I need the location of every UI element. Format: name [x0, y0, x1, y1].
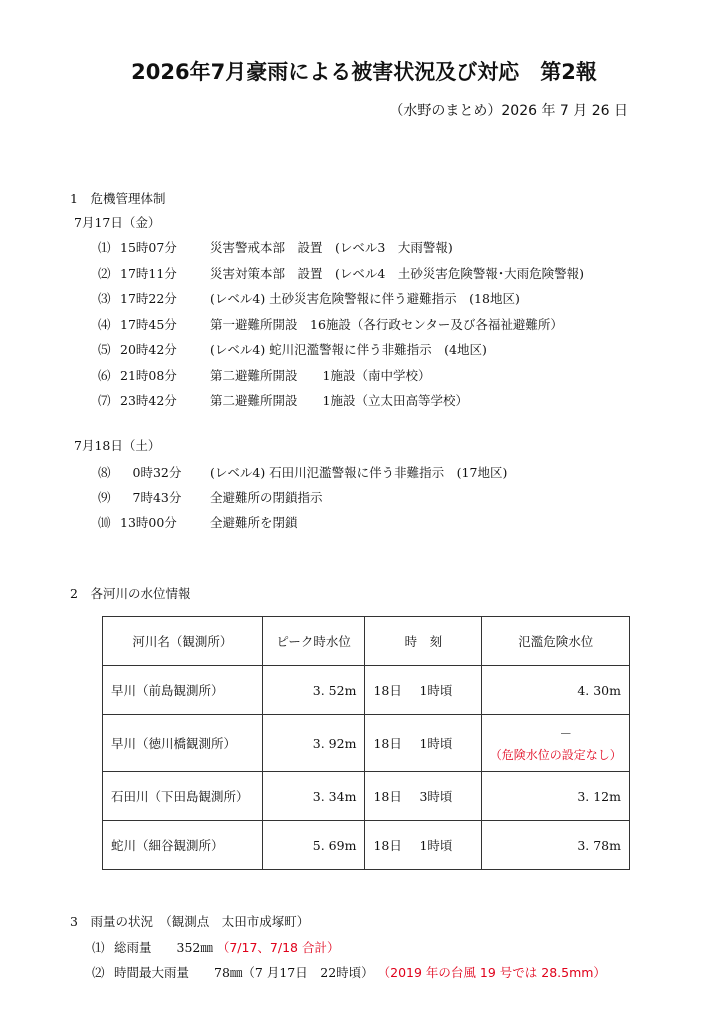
list-item: ⑴ 15時07分 災害警戒本部 設置 (レベル3 大雨警報) — [98, 240, 453, 255]
peak-time: 18日 1時頃 — [365, 715, 482, 772]
column-header: 氾濫危険水位 — [482, 617, 630, 666]
list-item: ⑵ 17時11分 災害対策本部 設置 (レベル4 土砂災害危険警報･大雨危険警報) — [98, 266, 584, 281]
danger-level — [482, 715, 630, 772]
list-item: ⑴ 総雨量 352㎜ （7/17、7/18 合計） — [92, 940, 340, 955]
day2-date: 7月18日（土） — [74, 438, 161, 453]
peak-time: 18日 1時頃 — [365, 666, 482, 715]
list-item: ⑹ 21時08分 第二避難所開設 1施設（南中学校） — [98, 368, 431, 383]
document-subtitle: （水野のまとめ）2026 年 7 月 26 日 — [389, 103, 628, 119]
water-level-table — [102, 616, 630, 870]
table-row — [103, 772, 630, 821]
column-header: ピーク時水位 — [262, 617, 365, 666]
day1-date: 7月17日（金） — [74, 215, 161, 230]
column-header: 時 刻 — [365, 617, 482, 666]
danger-level: 4. 30m — [482, 666, 630, 715]
river-name: 石田川（下田島観測所） — [103, 772, 263, 821]
danger-level-value: － — [559, 725, 572, 741]
table-row — [103, 666, 630, 715]
peak-level: 3. 34m — [262, 772, 365, 821]
river-name: 早川（徳川橋観測所） — [103, 715, 263, 772]
peak-level: 3. 92m — [262, 715, 365, 772]
table-row — [103, 715, 630, 772]
section2-heading: 2 各河川の水位情報 — [70, 586, 191, 601]
peak-level: 5. 69m — [262, 821, 365, 870]
peak-level: 3. 52m — [262, 666, 365, 715]
column-header: 河川名（観測所） — [103, 617, 263, 666]
table-header-row — [103, 617, 630, 666]
list-item: ⑶ 17時22分 (レベル4) 土砂災害危険警報に伴う避難指示 (18地区) — [98, 291, 520, 306]
danger-level: 3. 12m — [482, 772, 630, 821]
peak-time: 18日 1時頃 — [365, 821, 482, 870]
list-item: ⑺ 23時42分 第二避難所開設 1施設（立太田高等学校） — [98, 393, 468, 408]
river-name: 早川（前島観測所） — [103, 666, 263, 715]
peak-time: 18日 3時頃 — [365, 772, 482, 821]
list-item: ⑽ 13時00分 全避難所を閉鎖 — [98, 515, 298, 530]
rainfall-note: （2019 年の台風 19 号では 28.5mm） — [377, 965, 606, 980]
list-item: ⑻ 0時32分 (レベル4) 石田川氾濫警報に伴う非難指示 (17地区) — [98, 465, 508, 480]
danger-level: 3. 78m — [482, 821, 630, 870]
section3-heading: 3 雨量の状況 （観測点 太田市成塚町） — [70, 914, 310, 929]
document-title: 2026年7月豪雨による被害状況及び対応 第2報 — [131, 60, 597, 84]
rainfall-note: （7/17、7/18 合計） — [216, 940, 340, 955]
list-item: ⑼ 7時43分 全避難所の閉鎖指示 — [98, 490, 323, 505]
list-item: ⑸ 20時42分 (レベル4) 蛇川氾濫警報に伴う非難指示 (4地区) — [98, 342, 487, 357]
list-item: ⑷ 17時45分 第一避難所開設 16施設（各行政センター及び各福祉避難所） — [98, 317, 563, 332]
danger-level-note: （危険水位の設定なし） — [489, 747, 622, 762]
list-item: ⑵ 時間最大雨量 78㎜（7 月17日 22時頃） （2019 年の台風 19 号では 28.5mm） — [92, 965, 606, 980]
table-row — [103, 821, 630, 870]
river-name: 蛇川（細谷観測所） — [103, 821, 263, 870]
section1-heading: 1 危機管理体制 — [70, 191, 166, 206]
